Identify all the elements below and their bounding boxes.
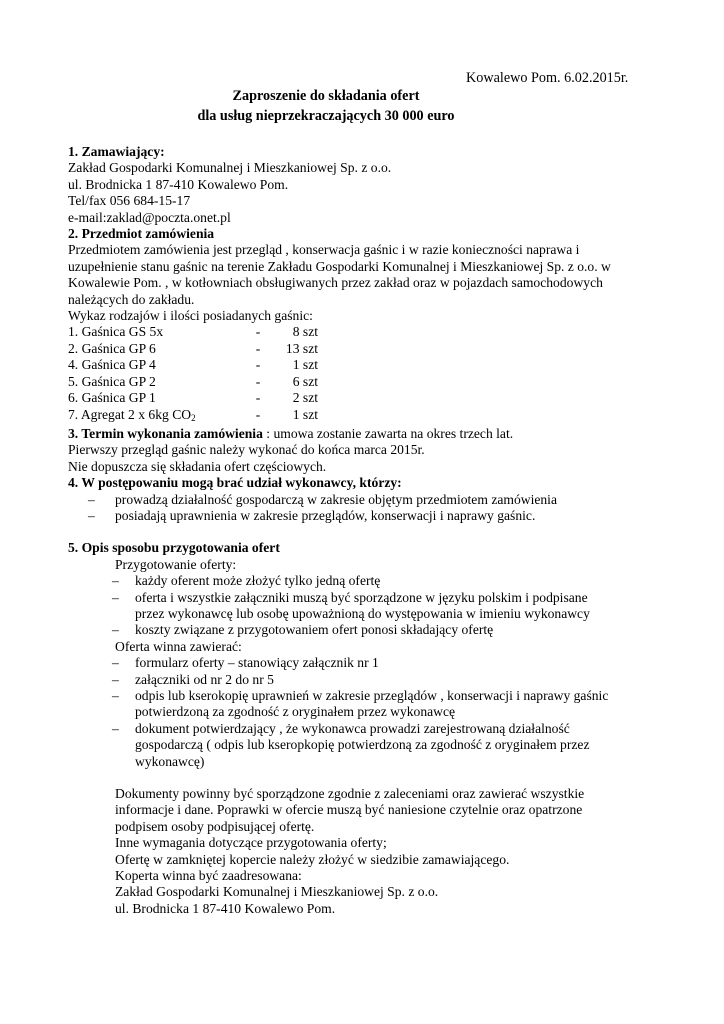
closing-line: Inne wymagania dotyczące przygotowania oferty; (115, 835, 387, 851)
dash-marker: – (88, 491, 95, 507)
list-item (68, 688, 668, 721)
preparation-label: Przygotowanie oferty: (115, 556, 237, 572)
spacer (68, 770, 668, 786)
inventory-item-qty: 1 szt (292, 406, 318, 422)
dash-marker: – (112, 573, 119, 589)
contractor-name: Zakład Gospodarki Komunalnej i Mieszkaniowej Sp. z o.o. (68, 160, 392, 176)
list-item-text: formularz oferty – stanowiący załącznik nr 1 (135, 655, 379, 671)
list-item-text-cont: gospodarczą ( odpis lub kseropkopię potwierdzoną za zgodność z oryginałem przez (135, 737, 590, 753)
inventory-item-name: 1. Gaśnica GS 5x (68, 324, 164, 340)
aggregate-name: 7. Agregat 2 x 6kg CO (68, 406, 192, 422)
place-date: Kowalewo Pom. 6.02.2015r. (466, 70, 629, 86)
inventory-list (68, 324, 668, 425)
list-item-text-cont: wykonawcę) (135, 753, 205, 769)
inventory-item-dash: - (255, 324, 261, 340)
section-3-number: 3. (68, 425, 82, 441)
inventory-item-name: 5. Gaśnica GP 2 (68, 373, 156, 389)
list-item-text: oferta i wszystkie załączniki muszą być sporządzone w języku polskim i podpisane (135, 589, 588, 605)
title-line-2: dla usług nieprzekraczających 30 000 euro (197, 108, 455, 124)
subject-line: Przedmiotem zamówienia jest przegląd , konserwacja gaśnic i w razie konieczności naprawa i (68, 242, 580, 258)
list-item-text: załączniki od nr 2 do nr 5 (135, 671, 274, 687)
offer-contents-list (68, 655, 668, 770)
inventory-item-name: 4. Gaśnica GP 4 (68, 357, 156, 373)
list-item (68, 721, 668, 770)
inventory-item-name: 2. Gaśnica GP 6 (68, 340, 156, 356)
subject-line: Kowalewie Pom. , w kotłowniach obsługiwanych przez zakład oraz w pojazdach samochodowych (68, 275, 603, 291)
section-3-heading: Termin wykonania zamówienia (81, 425, 263, 441)
dash-marker: – (112, 589, 119, 605)
inventory-item-dash: - (255, 340, 261, 356)
dash-marker: – (112, 622, 119, 638)
list-item-text: każdy oferent może złożyć tylko jedną ofertę (135, 573, 381, 589)
subject-line: należących do zakładu. (68, 291, 195, 307)
section-1-heading: 1. Zamawiający: (68, 144, 165, 159)
eligibility-list (68, 492, 668, 525)
contractor-email: e-mail:zaklad@poczta.onet.pl (68, 209, 231, 225)
inventory-item-name: 6. Gaśnica GP 1 (68, 390, 156, 406)
list-item-text-cont: przez wykonawcę lub osobę upoważnioną do występowania w imieniu wykonawcy (135, 605, 590, 621)
section-2-heading: 2. Przedmiot zamówienia (68, 226, 215, 242)
closing-line: podpisem osoby podpisującej ofertę. (115, 818, 315, 834)
partial-offers-note: Nie dopuszcza się składania ofert częściowych. (68, 458, 327, 474)
inventory-item-name-aggregate (68, 407, 238, 426)
section-4-heading: 4. W postępowaniu mogą brać udział wykonawcy, którzy: (68, 475, 402, 491)
closing-line: Dokumenty powinny być sporządzone zgodnie z zaleceniami oraz zawierać wszystkie (115, 786, 585, 802)
list-item (68, 672, 668, 688)
list-item-text-cont: potwierdzoną za zgodność z oryginałem przez wykonawcę (135, 704, 456, 720)
dash-marker: – (112, 655, 119, 671)
inventory-item-qty: 1 szt (292, 357, 318, 373)
list-item-text: posiadają uprawnienia w zakresie przeglądów, konserwacji i naprawy gaśnic. (115, 507, 536, 523)
list-item-text: odpis lub kserokopię uprawnień w zakresie przeglądów , konserwacji i naprawy gaśnic (135, 688, 609, 703)
list-item-text: koszty związane z przygotowaniem ofert ponosi składający ofertę (135, 622, 494, 638)
inventory-item-dash: - (255, 390, 261, 406)
title-line-1: Zaproszenie do składania ofert (232, 88, 420, 104)
list-item-text: prowadzą działalność gospodarczą w zakresie objętym przedmiotem zamówienia (115, 491, 557, 507)
inventory-intro: Wykaz rodzajów i ilości posiadanych gaśnic: (68, 308, 313, 324)
section-5-heading: 5. Opis sposobu przygotowania ofert (68, 540, 280, 556)
offer-contents-label: Oferta winna zawierać: (115, 638, 242, 654)
inventory-item-dash: - (255, 357, 261, 373)
first-inspection-deadline: Pierwszy przegląd gaśnic należy wykonać do końca marca 2015r. (68, 442, 425, 458)
closing-line: Ofertę w zamkniętej kopercie należy złożyć w siedzibie zamawiającego. (115, 851, 510, 867)
inventory-item-qty: 2 szt (292, 390, 318, 406)
list-item (68, 492, 668, 508)
inventory-item-qty: 6 szt (292, 373, 318, 389)
dash-marker: – (112, 720, 119, 736)
closing-line: Koperta winna być zaadresowana: (115, 868, 302, 884)
closing-line: informacje i dane. Poprawki w ofercie muszą być naniesione czytelnie oraz opatrzone (115, 802, 583, 818)
contractor-address: ul. Brodnicka 1 87-410 Kowalewo Pom. (68, 176, 289, 192)
dash-marker: – (112, 671, 119, 687)
inventory-item-qty: 13 szt (285, 340, 318, 356)
dash-marker: – (112, 688, 119, 703)
document-body (68, 144, 668, 917)
contractor-phone: Tel/fax 056 684-15-17 (68, 193, 191, 209)
dash-marker: – (88, 507, 95, 523)
list-item (68, 622, 668, 638)
co2-subscript: 2 (191, 412, 196, 423)
inventory-item-qty: 8 szt (292, 324, 318, 340)
list-item-text: dokument potwierdzający , że wykonawca prowadzi zarejestrowaną działalność (135, 720, 570, 736)
addressee-name: Zakład Gospodarki Komunalnej i Mieszkaniowej Sp. z o.o. (115, 884, 439, 900)
inventory-item-dash: - (255, 373, 261, 389)
preparation-list (68, 573, 668, 639)
list-item (68, 508, 668, 524)
list-item (68, 590, 668, 623)
list-item (68, 573, 668, 589)
section-3-text: : umowa zostanie zawarta na okres trzech lat. (262, 425, 514, 441)
section-3-line (68, 426, 668, 442)
inventory-item-dash: - (255, 406, 261, 422)
list-item (68, 655, 668, 671)
addressee-street: ul. Brodnicka 1 87-410 Kowalewo Pom. (115, 900, 336, 916)
subject-line: uzupełnienie stanu gaśnic na terenie Zakładu Gospodarki Komunalnej i Mieszkaniowej Sp. z o.o. w (68, 258, 611, 274)
spacer (68, 524, 668, 540)
